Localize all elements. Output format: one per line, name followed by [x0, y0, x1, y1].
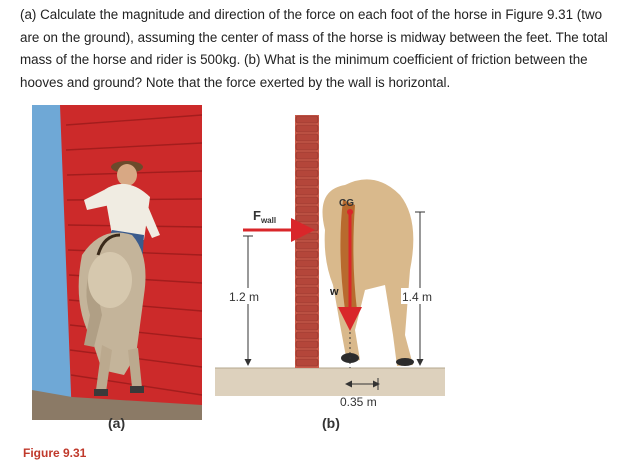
- horse-rear-view: [323, 179, 415, 366]
- cg-label: CG: [339, 198, 354, 209]
- figure-caption[interactable]: Figure 9.31: [23, 446, 87, 460]
- panel-a-label: (a): [108, 415, 126, 431]
- problem-text: (a) Calculate the magnitude and direction of the force on each foot of the horse in Figure 9.31 (two are on the ground), assuming the center of mass of the horse is midway between the feet. The total mass of the horse and rider is 500kg. (b) What is the minimum coefficient of friction between the hooves and ground? Note that the force exerted by the wall is horizontal.: [20, 7, 608, 90]
- weight-label: w: [330, 286, 339, 298]
- wall: [295, 115, 319, 368]
- force-wall-label: $F_{wall}$: [253, 208, 277, 225]
- height-cg-label: 1.4 m: [402, 290, 433, 304]
- horse-photo: [32, 105, 202, 420]
- panel-b-label: (b): [322, 415, 340, 431]
- force-diagram: [215, 110, 445, 440]
- distance-label: 0.35 m: [340, 395, 377, 409]
- height-wall-label: 1.2 m: [229, 290, 260, 304]
